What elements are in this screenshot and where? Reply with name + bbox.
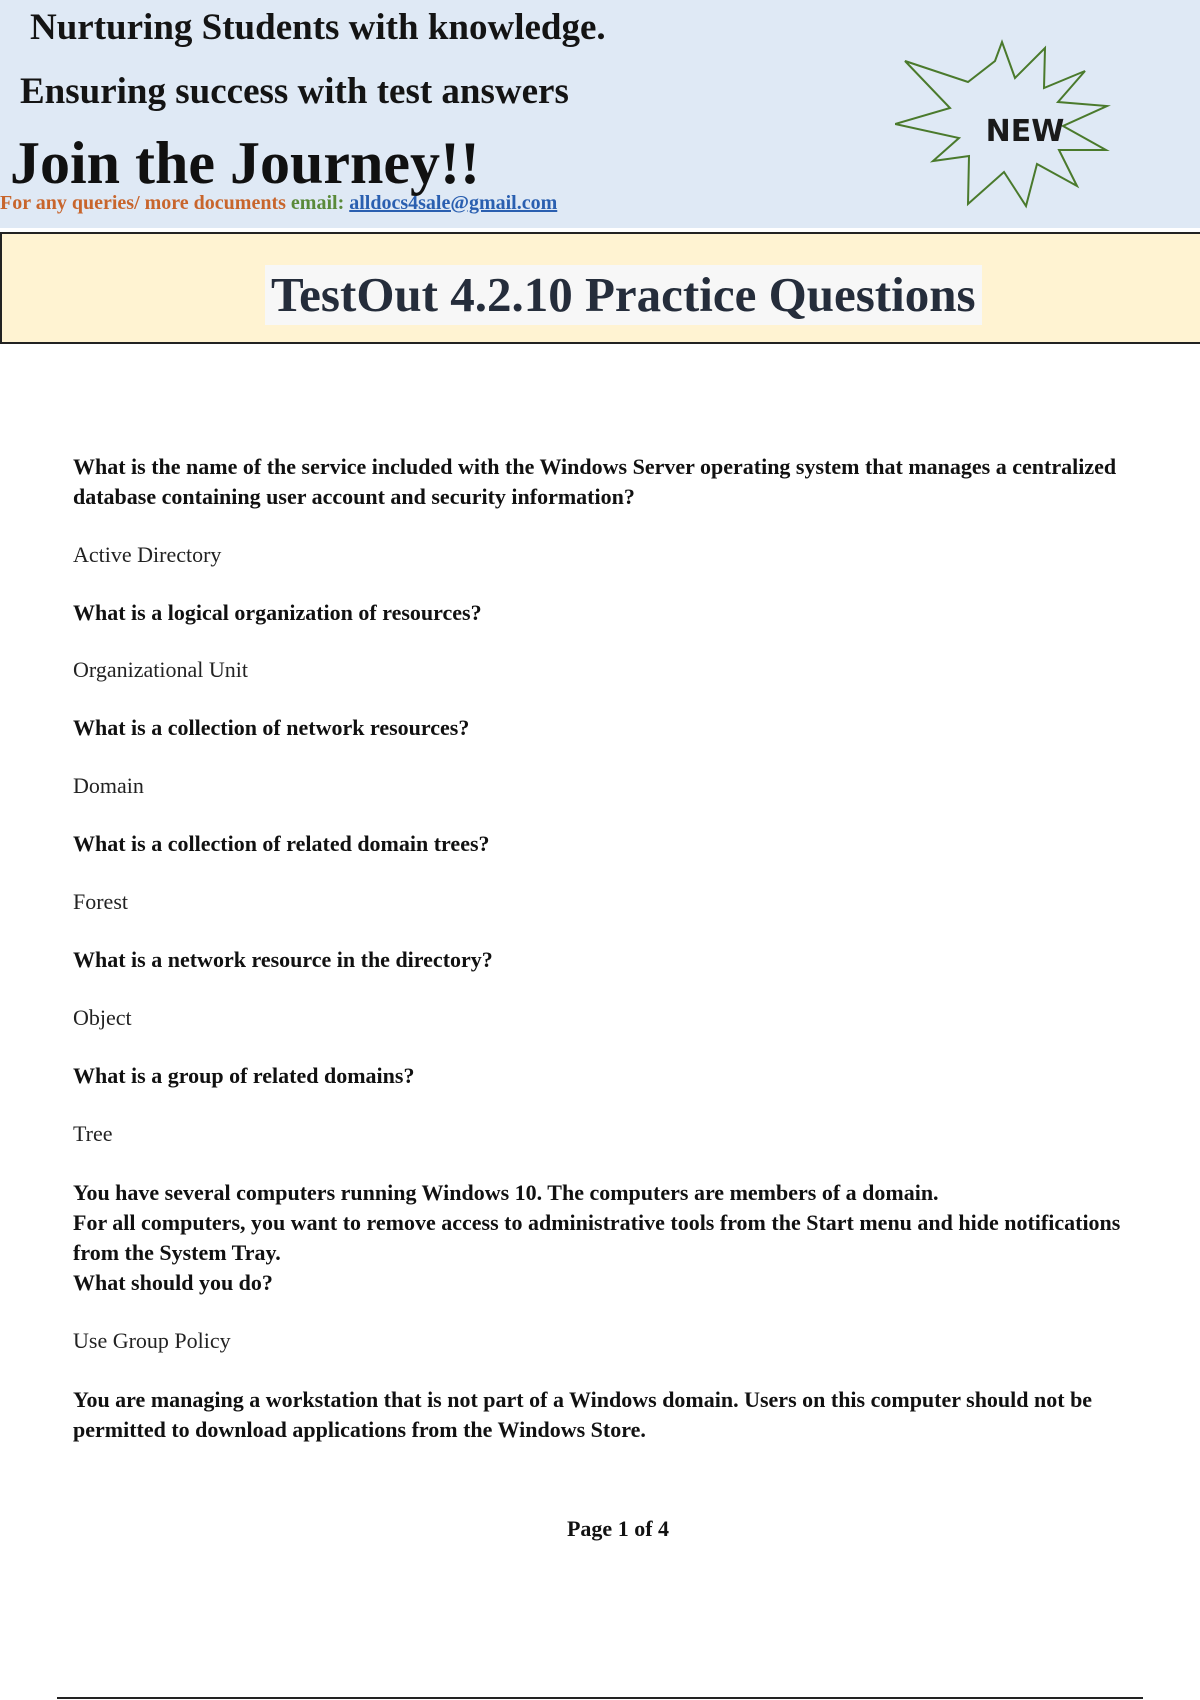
new-badge-label: NEW xyxy=(985,114,1065,149)
question: You are managing a workstation that is not part of a Windows domain. Users on this computer should not be permitted to download applications from the Windows Store. xyxy=(73,1387,1093,1442)
question-line: What should you do? xyxy=(73,1270,273,1295)
contact-lead-text: For any queries/ more documents xyxy=(0,192,286,214)
page-number: Page 1 of 4 xyxy=(566,1516,670,1541)
page-header xyxy=(0,0,1200,228)
question: What is a collection of related domain trees? xyxy=(73,831,490,856)
new-badge xyxy=(895,36,1175,228)
contact-email-link[interactable]: alldocs4sale@gmail.com xyxy=(349,192,558,214)
question: What is a logical organization of resources? xyxy=(73,600,482,625)
contact-email-label: email: xyxy=(290,192,345,214)
answer: Forest xyxy=(73,889,128,914)
tagline-success: Ensuring success with test answers xyxy=(20,71,569,112)
question: What is a network resource in the directory? xyxy=(73,947,493,972)
document-title: TestOut 4.2.10 Practice Questions xyxy=(265,265,982,325)
answer: Organizational Unit xyxy=(73,657,248,682)
question-multiline xyxy=(73,1178,1133,1298)
question: What is the name of the service included with the Windows Server operating system that manages a centralized database containing user account and security information? xyxy=(73,454,1117,509)
answer: Tree xyxy=(73,1121,113,1146)
answer: Object xyxy=(73,1005,132,1030)
question-line: You have several computers running Windows 10. The computers are members of a domain. xyxy=(73,1180,939,1205)
question: What is a collection of network resources? xyxy=(73,715,470,740)
answer: Domain xyxy=(73,773,144,798)
tagline-journey: Join the Journey!! xyxy=(10,130,480,196)
contact-line xyxy=(0,192,557,215)
question: What is a group of related domains? xyxy=(73,1063,415,1088)
answer: Active Directory xyxy=(73,542,222,567)
qa-list xyxy=(73,452,1133,1445)
answer: Use Group Policy xyxy=(73,1328,231,1353)
tagline-knowledge: Nurturing Students with knowledge. xyxy=(30,7,606,48)
footer-divider xyxy=(57,1697,1143,1699)
question-line: For all computers, you want to remove access to administrative tools from the Start menu and hide notifications from the System Tray. xyxy=(73,1210,1121,1265)
